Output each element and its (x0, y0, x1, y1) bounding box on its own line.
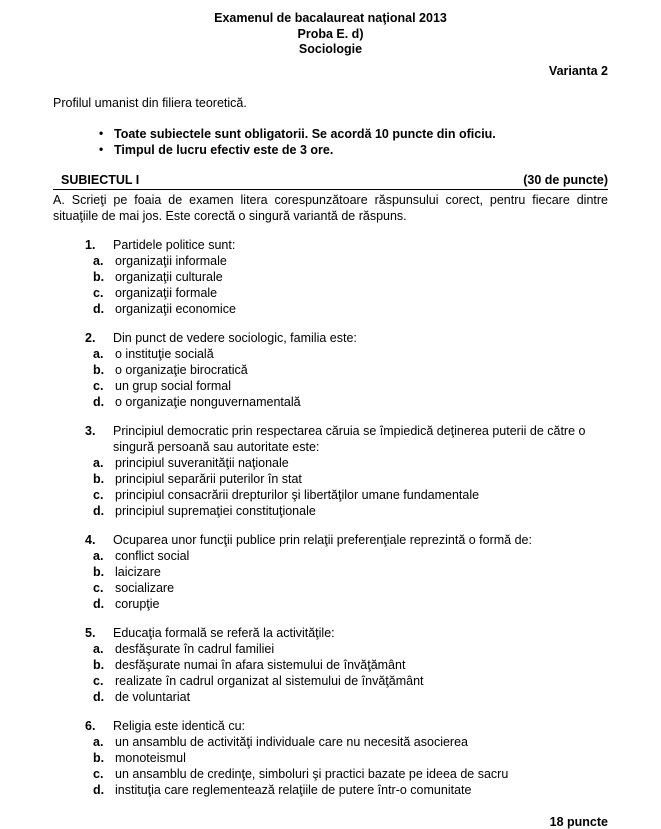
question-line (53, 625, 608, 641)
answer-letter: b. (93, 471, 105, 486)
answer-option (53, 487, 608, 503)
footer-points-label: 18 puncte (549, 814, 608, 829)
question-number: 5. (85, 625, 96, 640)
questions-list (53, 237, 608, 798)
answer-letter: c. (93, 580, 104, 595)
subject-heading-row (53, 173, 608, 190)
answer-letter: c. (93, 285, 104, 300)
header-line-exam: Examenul de bacalaureat naţional 2013 (214, 11, 447, 25)
answer-text: principiul suveranităţii naţionale (115, 455, 289, 470)
answer-text: de voluntariat (115, 689, 191, 704)
answer-option (53, 750, 608, 766)
answer-letter: a. (93, 346, 104, 361)
header-line-subject: Sociologie (298, 42, 363, 56)
answer-option (53, 673, 608, 689)
answers-list (53, 455, 608, 519)
question-block (53, 330, 608, 410)
answer-option (53, 394, 608, 410)
answer-letter: b. (93, 564, 105, 579)
answer-text: conflict social (115, 548, 190, 563)
answer-letter: c. (93, 487, 104, 502)
question-block (53, 718, 608, 798)
answer-text: un grup social formal (115, 378, 232, 393)
question-number: 3. (85, 423, 96, 438)
answer-letter: c. (93, 766, 104, 781)
answer-letter: d. (93, 596, 105, 611)
answer-option (53, 596, 608, 612)
subject-title: SUBIECTUL I (61, 172, 140, 187)
answers-list (53, 641, 608, 705)
question-text: Din punct de vedere sociologic, familia este: (113, 330, 357, 345)
subject-points: (30 de puncte) (523, 172, 608, 187)
answer-text: o organizaţie nonguvernamentală (115, 394, 301, 409)
answer-option (53, 689, 608, 705)
answer-option (53, 564, 608, 580)
answer-option (53, 641, 608, 657)
answer-text: principiul consacrării drepturilor şi libertăţilor umane fundamentale (115, 487, 480, 502)
question-block (53, 237, 608, 317)
answer-text: o organizaţie birocratică (115, 362, 248, 377)
answer-text: instituţia care reglementează relaţiile de putere într-o comunitate (115, 782, 472, 797)
answers-list (53, 346, 608, 410)
answer-text: un ansamblu de credinţe, simboluri şi practici bazate pe ideea de sacru (115, 766, 509, 781)
answer-letter: b. (93, 362, 105, 377)
exam-note-item: • Timpul de lucru efectiv este de 3 ore. (53, 142, 608, 159)
answer-option (53, 253, 608, 269)
question-line (53, 330, 608, 346)
answer-text: principiul supremaţiei constituţionale (115, 503, 316, 518)
answer-letter: a. (93, 455, 104, 470)
answer-letter: b. (93, 750, 105, 765)
question-text: Partidele politice sunt: (113, 237, 236, 252)
answer-text: organizaţii informale (115, 253, 227, 268)
answer-text: corupţie (115, 596, 160, 611)
answer-letter: c. (93, 673, 104, 688)
question-block (53, 423, 608, 519)
answers-list (53, 253, 608, 317)
question-number: 4. (85, 532, 96, 547)
answer-letter: d. (93, 503, 105, 518)
question-number: 1. (85, 237, 96, 252)
question-line (53, 237, 608, 253)
answer-option (53, 285, 608, 301)
question-number: 2. (85, 330, 96, 345)
answer-letter: b. (93, 657, 105, 672)
answer-letter: a. (93, 641, 104, 656)
variant-label: Varianta 2 (548, 63, 608, 78)
answer-option (53, 269, 608, 285)
question-number: 6. (85, 718, 96, 733)
answer-text: realizate în cadrul organizat al sistemului de învăţământ (115, 673, 424, 688)
question-line (53, 532, 608, 548)
exam-note-item: • Toate subiectele sunt obligatorii. Se acordă 10 puncte din oficiu. (53, 126, 608, 143)
document-header (0, 0, 661, 58)
document-body (0, 95, 661, 798)
answer-text: organizaţii culturale (115, 269, 223, 284)
answer-letter: c. (93, 378, 104, 393)
answer-text: o instituţie socială (115, 346, 214, 361)
question-text: Religia este identică cu: (113, 718, 246, 733)
answer-text: organizaţii formale (115, 285, 218, 300)
answer-option (53, 455, 608, 471)
answer-option (53, 362, 608, 378)
answer-letter: d. (93, 689, 105, 704)
answer-option (53, 301, 608, 317)
question-line (53, 718, 608, 734)
subject-intro-paragraph: A. Scrieţi pe foaia de examen litera corespunzătoare răspunsului corect, pentru fiecare dintre situaţiile de mai jos. Este corectă o singură variantă de răspuns. (53, 192, 608, 223)
answer-option (53, 503, 608, 519)
answer-letter: a. (93, 548, 104, 563)
profile-line: Profilul umanist din filiera teoretică. (53, 95, 247, 110)
question-text: Principiul democratic prin respectarea căruia se împiedică deţinerea puterii de către o singură persoană sau autoritate este: (113, 423, 586, 454)
answer-text: organizaţii economice (115, 301, 236, 316)
answer-option (53, 346, 608, 362)
answer-text: desfăşurate în cadrul familiei (115, 641, 275, 656)
answer-letter: d. (93, 394, 105, 409)
answers-list (53, 734, 608, 798)
question-text: Educaţia formală se referă la activităţile: (113, 625, 335, 640)
answer-option (53, 548, 608, 564)
exam-notes-list (53, 126, 608, 159)
question-block (53, 532, 608, 612)
answer-option (53, 734, 608, 750)
answer-option (53, 766, 608, 782)
question-block (53, 625, 608, 705)
answer-option (53, 471, 608, 487)
answer-text: socializare (115, 580, 175, 595)
answer-letter: a. (93, 734, 104, 749)
answer-text: desfăşurate numai în afara sistemului de învăţământ (115, 657, 406, 672)
answer-letter: a. (93, 253, 104, 268)
answer-text: laicizare (115, 564, 161, 579)
answer-option (53, 580, 608, 596)
question-text: Ocuparea unor funcţii publice prin relaţii preferenţiale reprezintă o formă de: (113, 532, 532, 547)
answer-option (53, 782, 608, 798)
answers-list (53, 548, 608, 612)
answer-option (53, 378, 608, 394)
answer-option (53, 657, 608, 673)
answer-letter: d. (93, 782, 105, 797)
question-line (53, 423, 608, 455)
answer-text: monoteismul (115, 750, 186, 765)
answer-letter: b. (93, 269, 105, 284)
header-line-proba: Proba E. d) (297, 26, 364, 41)
answer-text: principiul separării puterilor în stat (115, 471, 302, 486)
answer-letter: d. (93, 301, 105, 316)
answer-text: un ansamblu de activităţi individuale care nu necesită asocierea (115, 734, 468, 749)
